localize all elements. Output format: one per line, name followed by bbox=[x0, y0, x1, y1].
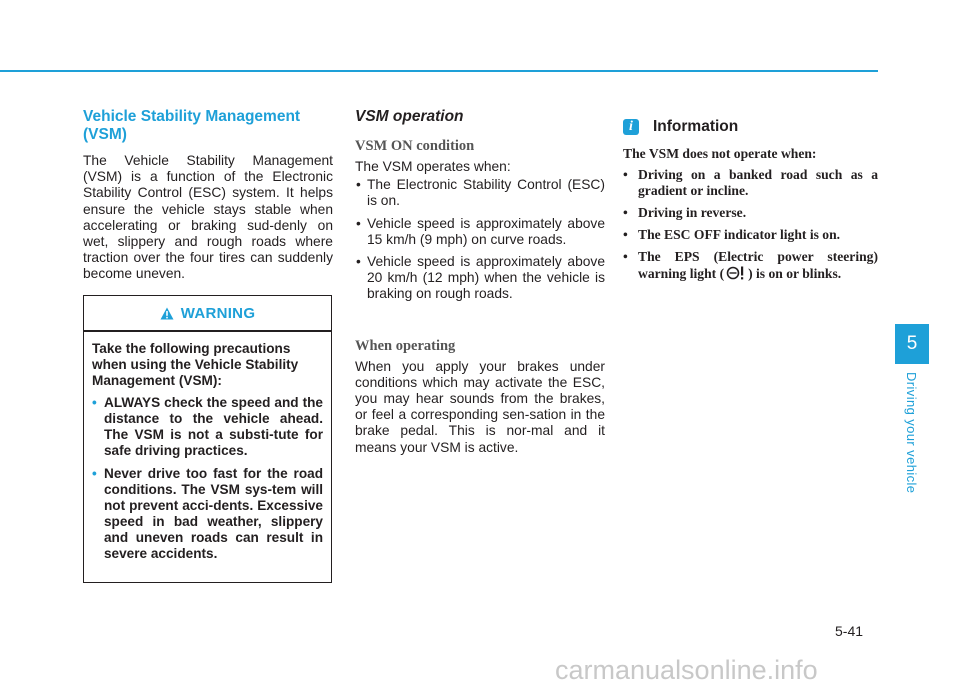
vsm-operation-title: VSM operation bbox=[355, 108, 464, 125]
vsm-on-condition-heading: VSM ON condition bbox=[355, 138, 475, 154]
information-list bbox=[623, 167, 878, 282]
eps-warning-light-icon bbox=[726, 265, 746, 281]
warning-intro: Take the following precautions when using the Vehicle Stability Management (VSM): bbox=[92, 340, 299, 388]
bullet-icon: • bbox=[623, 167, 628, 182]
warning-list bbox=[92, 395, 323, 562]
information-item: • The ESC OFF indicator light is on. bbox=[623, 227, 841, 242]
spacer bbox=[355, 309, 605, 337]
left-column bbox=[83, 108, 333, 283]
section-title-vsm: Vehicle Stability Management (VSM) bbox=[83, 108, 301, 143]
condition-item: • The Electronic Stability Control (ESC) is on. bbox=[356, 177, 605, 209]
chapter-tab: 5 bbox=[895, 324, 929, 364]
operates-when-text: The VSM operates when: bbox=[355, 159, 511, 174]
condition-item: • Vehicle speed is approximately above 20 km/h (12 mph) when the vehicle is braking on rough roads. bbox=[356, 254, 605, 302]
when-operating-heading: When operating bbox=[355, 337, 456, 354]
chapter-label: Driving your vehicle bbox=[904, 372, 919, 494]
vsm-description: The Vehicle Stability Management (VSM) is a function of the Electronic Stability Control (ESC) system. It helps ensure the vehicle stays stable when accelerating or braking sud-denly on wet, slippery and rough roads where traction over the four tires can suddenly become uneven. bbox=[83, 153, 333, 282]
information-intro: The VSM does not operate when: bbox=[623, 146, 817, 161]
warning-label: WARNING bbox=[180, 304, 256, 322]
bullet-icon: • bbox=[623, 249, 628, 264]
middle-column bbox=[355, 108, 605, 456]
bullet-icon: • bbox=[92, 465, 97, 481]
condition-item: • Vehicle speed is approximately above 15 km/h (9 mph) on curve roads. bbox=[356, 215, 605, 247]
warning-item: • ALWAYS check the speed and the distance to the vehicle ahead. The VSM is not a substi-tute for safe driving practices. bbox=[92, 394, 323, 458]
bullet-icon: • bbox=[356, 215, 361, 231]
watermark: carmanualsonline.info bbox=[555, 655, 818, 685]
bullet-icon: • bbox=[356, 254, 361, 270]
warning-body bbox=[84, 332, 331, 562]
bullet-icon: • bbox=[623, 205, 628, 220]
right-column bbox=[623, 108, 878, 288]
bullet-icon: • bbox=[356, 177, 361, 193]
warning-box bbox=[83, 295, 332, 583]
information-item: • Driving on a banked road such as a gradient or incline. bbox=[623, 167, 878, 198]
bullet-icon: • bbox=[623, 227, 628, 242]
information-item: • Driving in reverse. bbox=[623, 205, 747, 220]
information-item: • The EPS (Electric power steering) warning light ( ) is on or blinks. bbox=[623, 249, 878, 281]
info-icon: i bbox=[623, 119, 639, 135]
page-number: 5-41 bbox=[835, 623, 864, 639]
warning-item: • Never drive too fast for the road conditions. The VSM sys-tem will not prevent acci-dents. Excessive speed in bad weather, slippery and uneven roads can result in severe accidents. bbox=[92, 465, 323, 561]
bullet-icon: • bbox=[92, 394, 97, 410]
when-operating-text: When you apply your brakes under conditions which may activate the ESC, you may hear sounds from the brakes, or feel a corresponding sen-sation in the brake pedal. This is nor-mal and it means your VSM is active. bbox=[355, 358, 605, 455]
conditions-list bbox=[355, 177, 605, 302]
information-title: Information bbox=[653, 118, 739, 135]
information-header bbox=[623, 118, 878, 136]
warning-triangle-icon bbox=[160, 307, 174, 320]
header-rule bbox=[0, 70, 878, 72]
warning-header bbox=[84, 296, 331, 330]
